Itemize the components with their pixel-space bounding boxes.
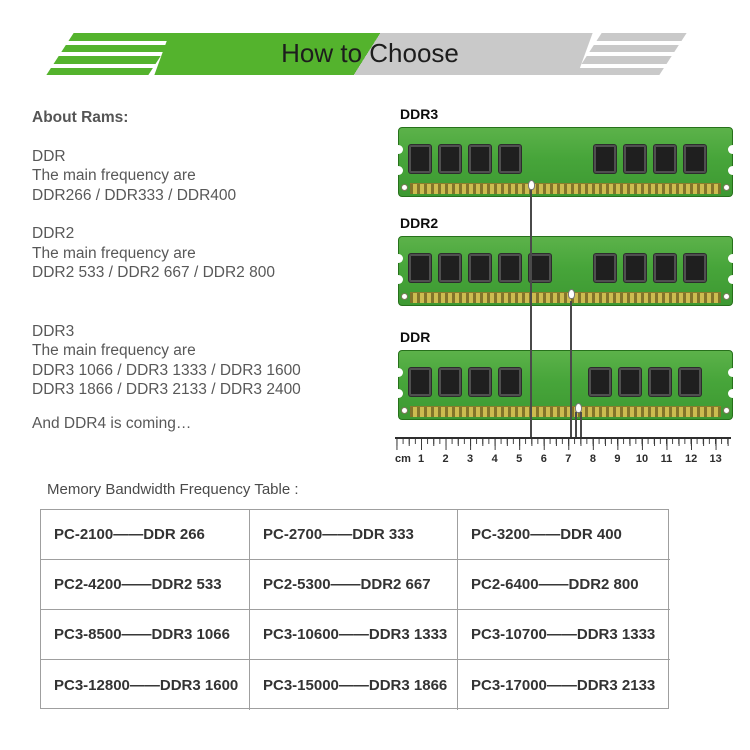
ruler-number: 6 — [540, 453, 547, 465]
edge-notch — [728, 254, 737, 263]
ruler-number: 9 — [614, 453, 621, 465]
edge-notch — [728, 389, 737, 398]
ddr-pcb — [398, 350, 733, 420]
ddr3-name: DDR3 — [32, 322, 75, 340]
ddr3-pcb — [398, 127, 733, 197]
ddr-frequencies: DDR266 / DDR333 / DDR400 — [32, 186, 237, 204]
ddr-paragraph — [32, 147, 362, 206]
ddr3-module-image — [398, 106, 733, 197]
stripe-bar — [54, 56, 161, 64]
memory-chips-left — [409, 145, 521, 173]
table-title: Memory Bandwidth Frequency Table : — [47, 481, 299, 498]
about-heading: About Rams: — [32, 109, 129, 126]
table-cell: PC3-10700——DDR3 1333 — [458, 610, 670, 660]
ddr2-intro: The main frequency are — [32, 244, 196, 262]
ddr-module-image — [398, 329, 733, 420]
table-cell: PC2-5300——DDR2 667 — [250, 560, 458, 610]
ddr-notch-pointer-line — [575, 412, 577, 437]
stripe-bar — [589, 45, 679, 53]
edge-notch — [394, 275, 403, 284]
mount-hole — [401, 293, 408, 300]
ddr2-pcb — [398, 236, 733, 306]
table-cell: PC3-17000——DDR3 2133 — [471, 676, 656, 694]
ddr2-notch-pointer-line — [570, 301, 572, 437]
memory-chips-right — [594, 254, 706, 282]
memory-chips-right — [589, 368, 701, 396]
mount-hole — [401, 184, 408, 191]
ruler-number: 10 — [635, 453, 649, 465]
table-cell: PC-3200——DDR 400 — [458, 510, 670, 560]
ruler-number: 7 — [565, 453, 572, 465]
ruler-number: 8 — [589, 453, 596, 465]
ddr3-module-label: DDR3 — [400, 106, 439, 122]
ruler-number: 12 — [684, 453, 698, 465]
mount-hole — [723, 293, 730, 300]
table-cell: PC-2700——DDR 333 — [250, 510, 458, 560]
edge-notch — [728, 166, 737, 175]
edge-notch — [394, 145, 403, 154]
ddr-module-label: DDR — [400, 329, 431, 345]
gold-pins-strip — [410, 406, 721, 417]
ruler-number: 13 — [709, 453, 722, 465]
ddr2-key-notch — [568, 289, 575, 299]
stripe-bar — [574, 68, 664, 76]
gold-pins-strip — [410, 183, 721, 194]
ruler-number: 2 — [442, 453, 449, 465]
edge-notch — [394, 389, 403, 398]
ruler-number: 1 — [417, 453, 425, 465]
edge-notch — [728, 275, 737, 284]
table-cell: PC3-10600——DDR3 1333 — [250, 610, 458, 660]
table-cell: PC2-4200——DDR2 533 — [41, 560, 250, 610]
ddr4-note: And DDR4 is coming… — [32, 414, 192, 432]
memory-chips-left — [409, 368, 521, 396]
ruler-unit-label: cm — [395, 453, 411, 465]
ddr2-name: DDR2 — [32, 225, 75, 242]
ddr3-frequencies-1: DDR3 1066 / DDR3 1333 / DDR3 1600 — [32, 361, 301, 379]
memory-chips-right — [594, 145, 706, 173]
edge-notch — [394, 254, 403, 263]
edge-notch — [728, 368, 737, 377]
ddr-notch-pointer-line — [580, 412, 582, 437]
mount-hole — [723, 184, 730, 191]
cm-ruler — [395, 437, 731, 467]
ddr3-notch-pointer-line — [530, 190, 532, 437]
ddr3-intro: The main frequency are — [32, 342, 196, 359]
ddr3-paragraph — [32, 322, 362, 400]
ruler-number: 11 — [660, 453, 673, 465]
ddr3-frequencies-2: DDR3 1866 / DDR3 2133 / DDR3 2400 — [32, 381, 301, 398]
mount-hole — [401, 407, 408, 414]
ddr2-module-image — [398, 215, 733, 306]
ddr3-key-notch — [528, 180, 535, 190]
edge-notch — [728, 145, 737, 154]
ruler-number: 3 — [467, 453, 474, 465]
banner-right-stripes-decoration — [574, 33, 686, 75]
stripe-bar — [597, 33, 687, 41]
table-cell: PC3-8500——DDR3 1066 — [41, 610, 250, 660]
table-cell: PC-2100——DDR 266 — [41, 510, 250, 560]
table-cell: PC2-6400——DDR2 800 — [458, 560, 670, 610]
ddr2-module-label: DDR2 — [400, 215, 439, 231]
table-cell: PC3-15000——DDR3 1866 — [250, 660, 458, 710]
ruler-ticks — [395, 439, 731, 450]
gold-pins-strip — [410, 292, 721, 303]
about-rams-section — [32, 108, 362, 433]
ddr2-frequencies: DDR2 533 / DDR2 667 / DDR2 800 — [32, 264, 275, 281]
stripe-bar — [582, 56, 672, 64]
table-cell: PC3-12800——DDR3 1600 — [41, 660, 250, 710]
stripe-bar — [61, 45, 168, 53]
banner-title: How to Choose — [281, 38, 459, 68]
edge-notch — [394, 368, 403, 377]
ddr2-paragraph — [32, 224, 362, 283]
ruler-number: 4 — [491, 453, 498, 465]
mount-hole — [723, 407, 730, 414]
edge-notch — [394, 166, 403, 175]
ddr-intro: The main frequency are — [32, 167, 196, 184]
memory-bandwidth-table — [40, 509, 669, 709]
stripe-bar — [46, 68, 153, 76]
ddr-name: DDR — [32, 147, 66, 165]
ruler-number: 5 — [516, 453, 523, 465]
stripe-bar — [69, 33, 176, 41]
